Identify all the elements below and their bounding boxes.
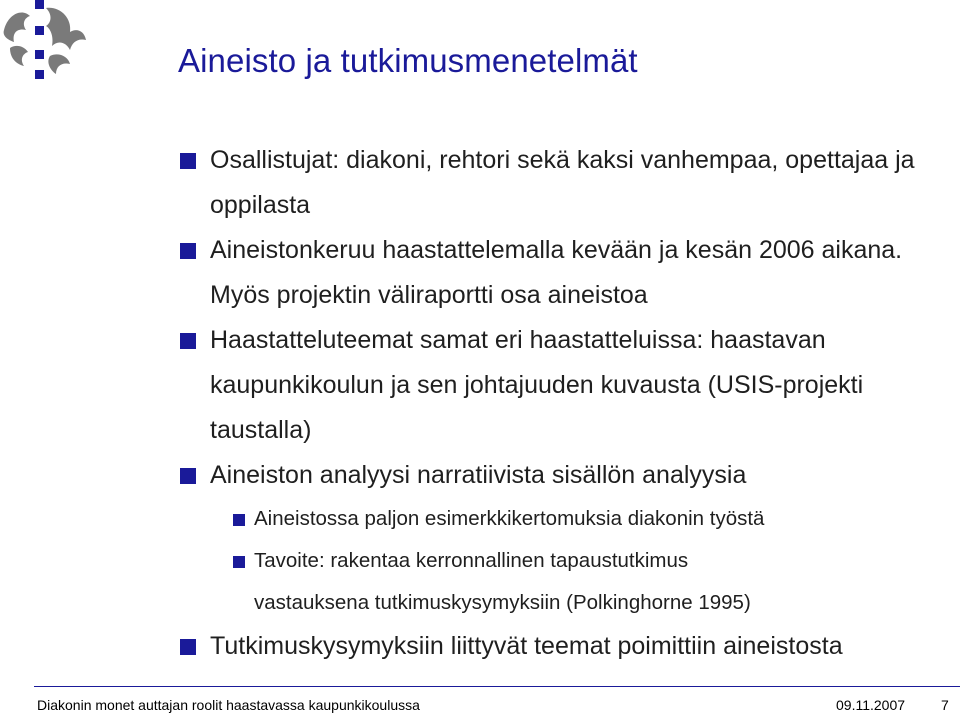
sub-bullet-item	[180, 540, 950, 624]
sub-bullet-text: Tavoite: rakentaa kerronnallinen tapaustutkimus	[254, 549, 689, 572]
bullet-text: Osallistujat: diakoni, rehtori sekä kaksi vanhempaa, opettajaa ja oppilasta	[210, 146, 915, 219]
slide-title: Aineisto ja tutkimusmenetelmät	[178, 42, 638, 79]
footer-presentation-title: Diakonin monet auttajan roolit haastavassa kaupunkikoulussa	[37, 697, 420, 713]
bullet-text: Aineistonkeruu haastattelemalla kevään ja kesän 2006 aikana. Myös projektin väliraportti osa aineistoa	[210, 236, 903, 309]
bullet-list	[180, 138, 950, 669]
bullet-item	[180, 318, 950, 453]
bullet-item	[180, 624, 950, 669]
sub-bullet-item	[180, 498, 950, 540]
footer-date: 09.11.2007	[836, 697, 906, 713]
sub-bullet-text-continued: vastauksena tutkimuskysymyksiin (Polkinghorne 1995)	[254, 591, 751, 614]
square-bullet-icon	[233, 556, 245, 568]
square-bullet-icon	[180, 639, 196, 655]
footer-divider	[34, 686, 960, 687]
square-bullet-icon	[180, 468, 196, 484]
bullet-item	[180, 138, 950, 228]
bullet-item	[180, 453, 950, 498]
sub-bullet-text: Aineistossa paljon esimerkkikertomuksia diakonin työstä	[254, 507, 765, 530]
square-bullet-icon	[233, 514, 245, 526]
footer-page-number: 7	[941, 697, 949, 713]
square-bullet-icon	[180, 333, 196, 349]
square-bullet-icon	[180, 153, 196, 169]
bullet-item	[180, 228, 950, 318]
bullet-text: Aineiston analyysi narratiivista sisällön analyysia	[210, 461, 747, 489]
bullet-text: Haastatteluteemat samat eri haastatteluissa: haastavan kaupunkikoulun ja sen johtajuuden kuvausta (USIS-projekti taustalla)	[210, 326, 864, 444]
bullet-text: Tutkimuskysymyksiin liittyvät teemat poimittiin aineistosta	[210, 632, 843, 660]
square-bullet-icon	[180, 243, 196, 259]
university-logo-icon	[0, 0, 90, 80]
